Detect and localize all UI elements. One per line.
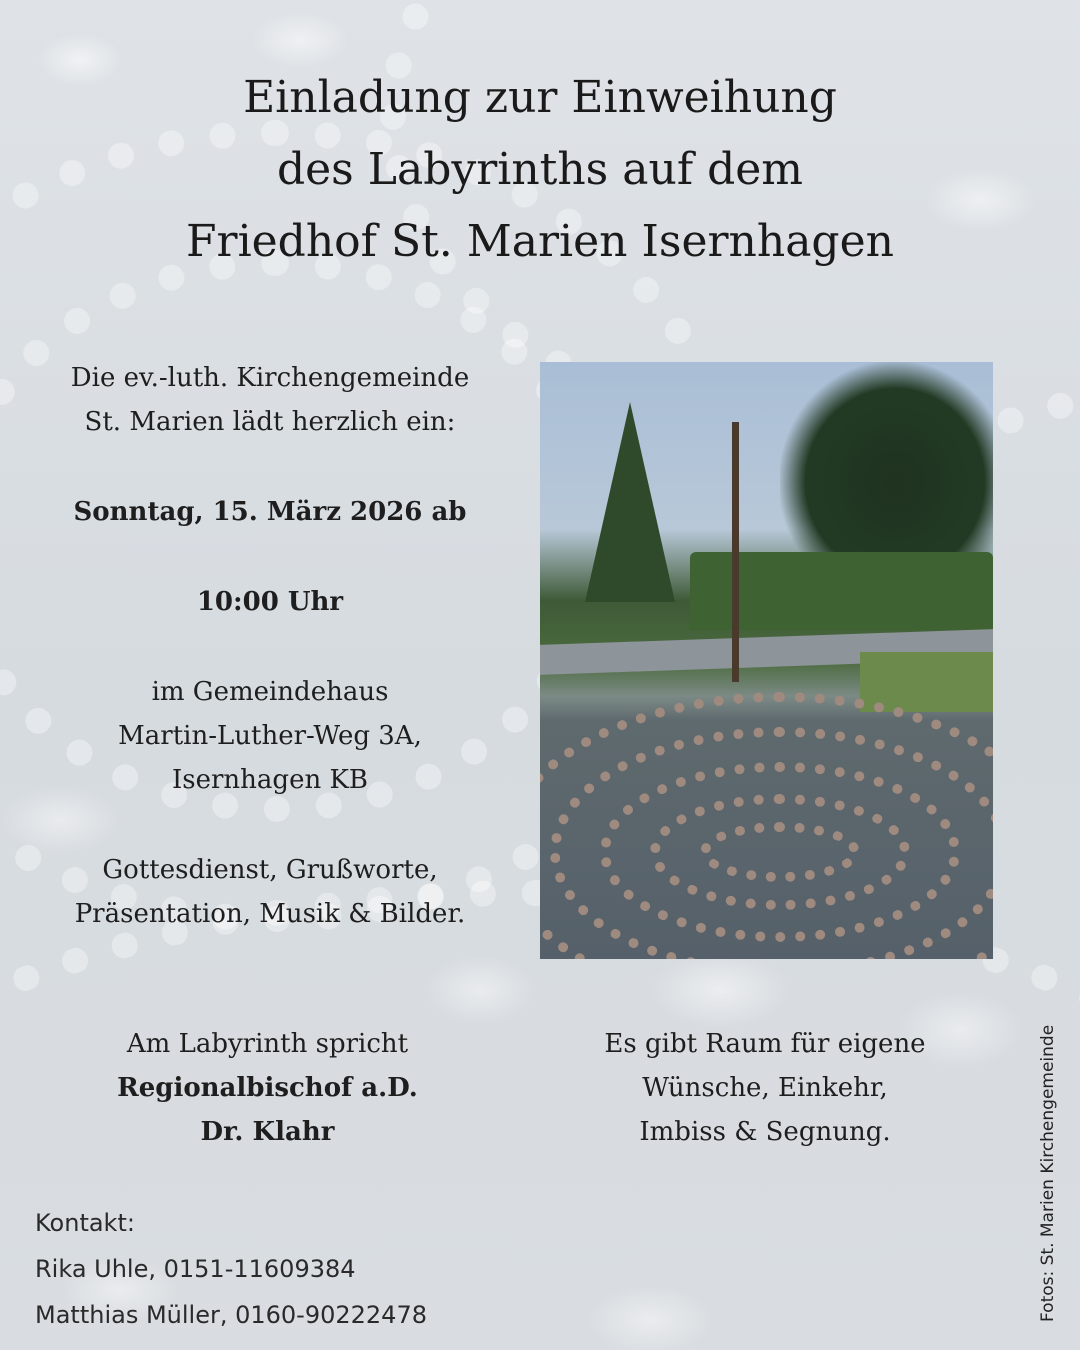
speaker-info <box>20 1022 515 1154</box>
contact-block <box>35 1200 595 1338</box>
title-line: Friedhof St. Marien Isernhagen <box>186 216 894 267</box>
speaker-title: Regionalbischof a.D. <box>117 1073 418 1103</box>
program-line: Präsentation, Musik & Bilder. <box>74 899 466 929</box>
labyrinth-photo <box>540 362 993 959</box>
photo-tree-trunk <box>732 422 739 682</box>
photo-conifer <box>780 362 993 562</box>
offer-line: Imbiss & Segnung. <box>639 1117 891 1147</box>
offer-line: Es gibt Raum für eigene <box>604 1029 926 1059</box>
title-line: des Labyrinths auf dem <box>276 144 804 195</box>
poster-title <box>40 62 1040 278</box>
speaker-name: Dr. Klahr <box>200 1117 335 1147</box>
event-time: 10:00 Uhr <box>196 587 344 617</box>
event-date: Sonntag, 15. März 2026 ab <box>73 497 467 527</box>
title-line: Einladung zur Einweihung <box>243 72 837 123</box>
photo-credit: Fotos: St. Marien Kirchengemeinde <box>1038 1024 1058 1322</box>
speaker-line: Am Labyrinth spricht <box>126 1029 409 1059</box>
venue-line: Martin-Luther-Weg 3A, <box>118 721 422 751</box>
offer-info <box>530 1022 1000 1154</box>
host-line: Die ev.-luth. Kirchengemeinde <box>70 363 470 393</box>
program-line: Gottesdienst, Grußworte, <box>102 855 438 885</box>
venue-line: Isernhagen KB <box>172 765 368 795</box>
venue-line: im Gemeindehaus <box>151 677 389 707</box>
photo-stone-labyrinth <box>540 682 993 959</box>
host-line: St. Marien lädt herzlich ein: <box>84 407 456 437</box>
contact-heading: Kontakt: <box>35 1209 135 1237</box>
contact-person: Matthias Müller, 0160-90222478 <box>35 1301 427 1329</box>
photo-spruce <box>585 402 675 602</box>
offer-line: Wünsche, Einkehr, <box>642 1073 888 1103</box>
contact-person: Rika Uhle, 0151-11609384 <box>35 1255 356 1283</box>
event-details <box>20 356 520 936</box>
